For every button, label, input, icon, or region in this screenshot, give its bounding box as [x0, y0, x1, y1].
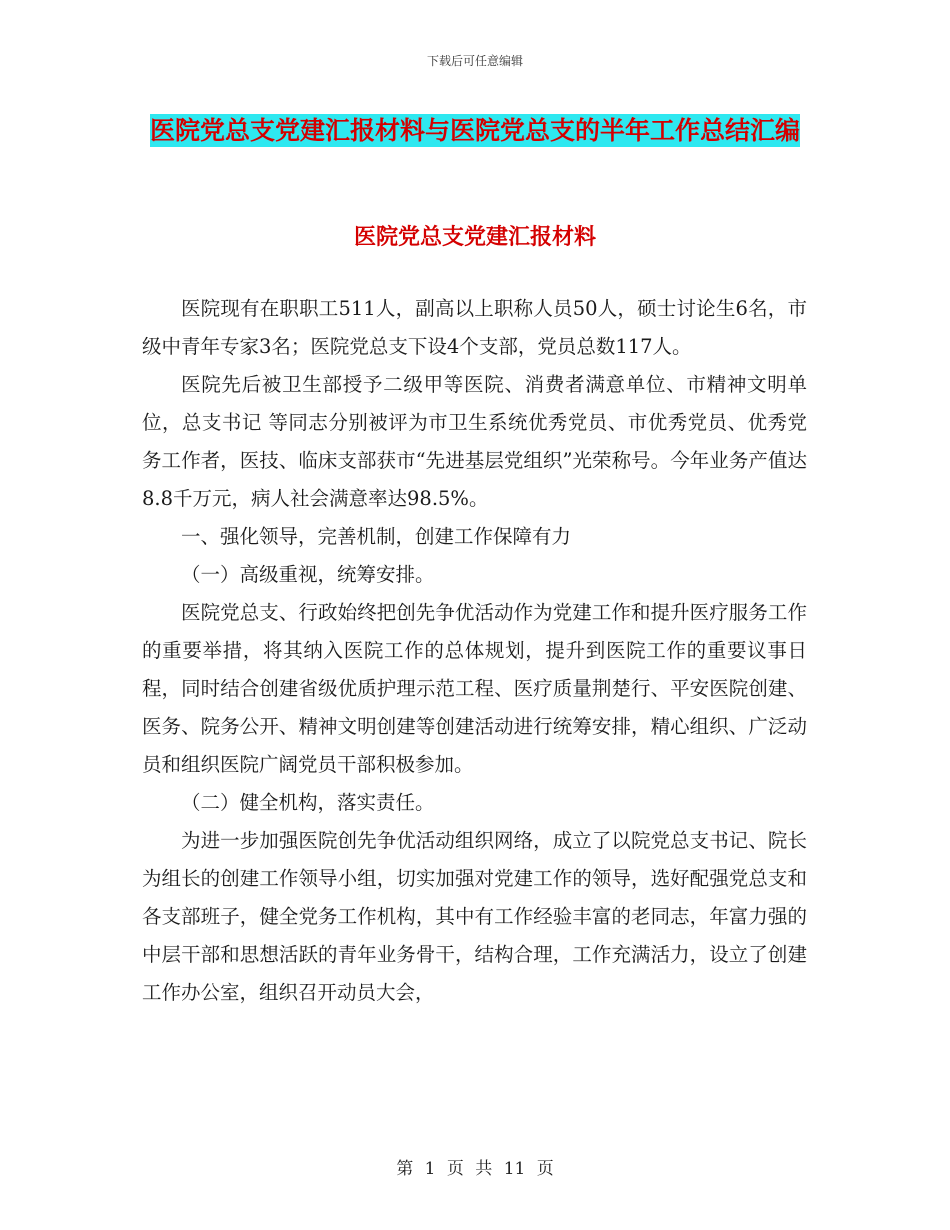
heading-part-one: 一、强化领导，完善机制，创建工作保障有力	[181, 525, 572, 548]
subheading-1: （一）高级重视，统筹安排。	[181, 563, 435, 586]
paragraph-organization: 为进一步加强医院创先争优活动组织网络，成立了以院党总支书记、院长为组长的创建工作领导小组，切实加强对党建工作的领导，选好配强党总支和各支部班子，健全党务工作机构，其中有工作经验丰富的老同志，年富力强的中层干部和思想活跃的青年业务骨干，结构合理，工作充满活力，设立了创建工作办公室，组织召开动员大会，	[142, 829, 807, 1004]
document-title-text: 医院党总支党建汇报材料与医院党总支的半年工作总结汇编	[149, 116, 800, 145]
paragraph-planning: 医院党总支、行政始终把创先争优活动作为党建工作和提升医疗服务工作的重要举措，将其纳入医院工作的总体规划，提升到医院工作的重要议事日程，同时结合创建省级优质护理示范工程、医疗质量荆楚行、平安医院创建、医务、院务公开、精神文明创建等创建活动进行统筹安排，精心组织、广泛动员和组织医院广阔党员干部积极参加。	[142, 601, 807, 776]
document-body	[142, 290, 807, 1012]
header-note: 下载后可任意编辑	[426, 54, 523, 68]
paragraph-honors: 医院先后被卫生部授予二级甲等医院、消费者满意单位、市精神文明单位，总支书记 等同志分别被评为市卫生系统优秀党员、市优秀党员、优秀党务工作者，医技、临床支部获市“先进基层党组织”光荣称号。今年业务产值达8.8千万元，病人社会满意率达98.5%。	[142, 373, 807, 510]
document-title	[140, 108, 810, 154]
paragraph-staff-summary: 医院现有在职职工511人，副高以上职称人员50人，硕士讨论生6名，市级中青年专家3名；医院党总支下设4个支部，党员总数117人。	[142, 297, 807, 358]
section-title: 医院党总支党建汇报材料	[353, 225, 596, 250]
page-number: 第 1 页 共 11 页	[396, 1159, 554, 1179]
subheading-2: （二）健全机构，落实责任。	[181, 791, 435, 814]
